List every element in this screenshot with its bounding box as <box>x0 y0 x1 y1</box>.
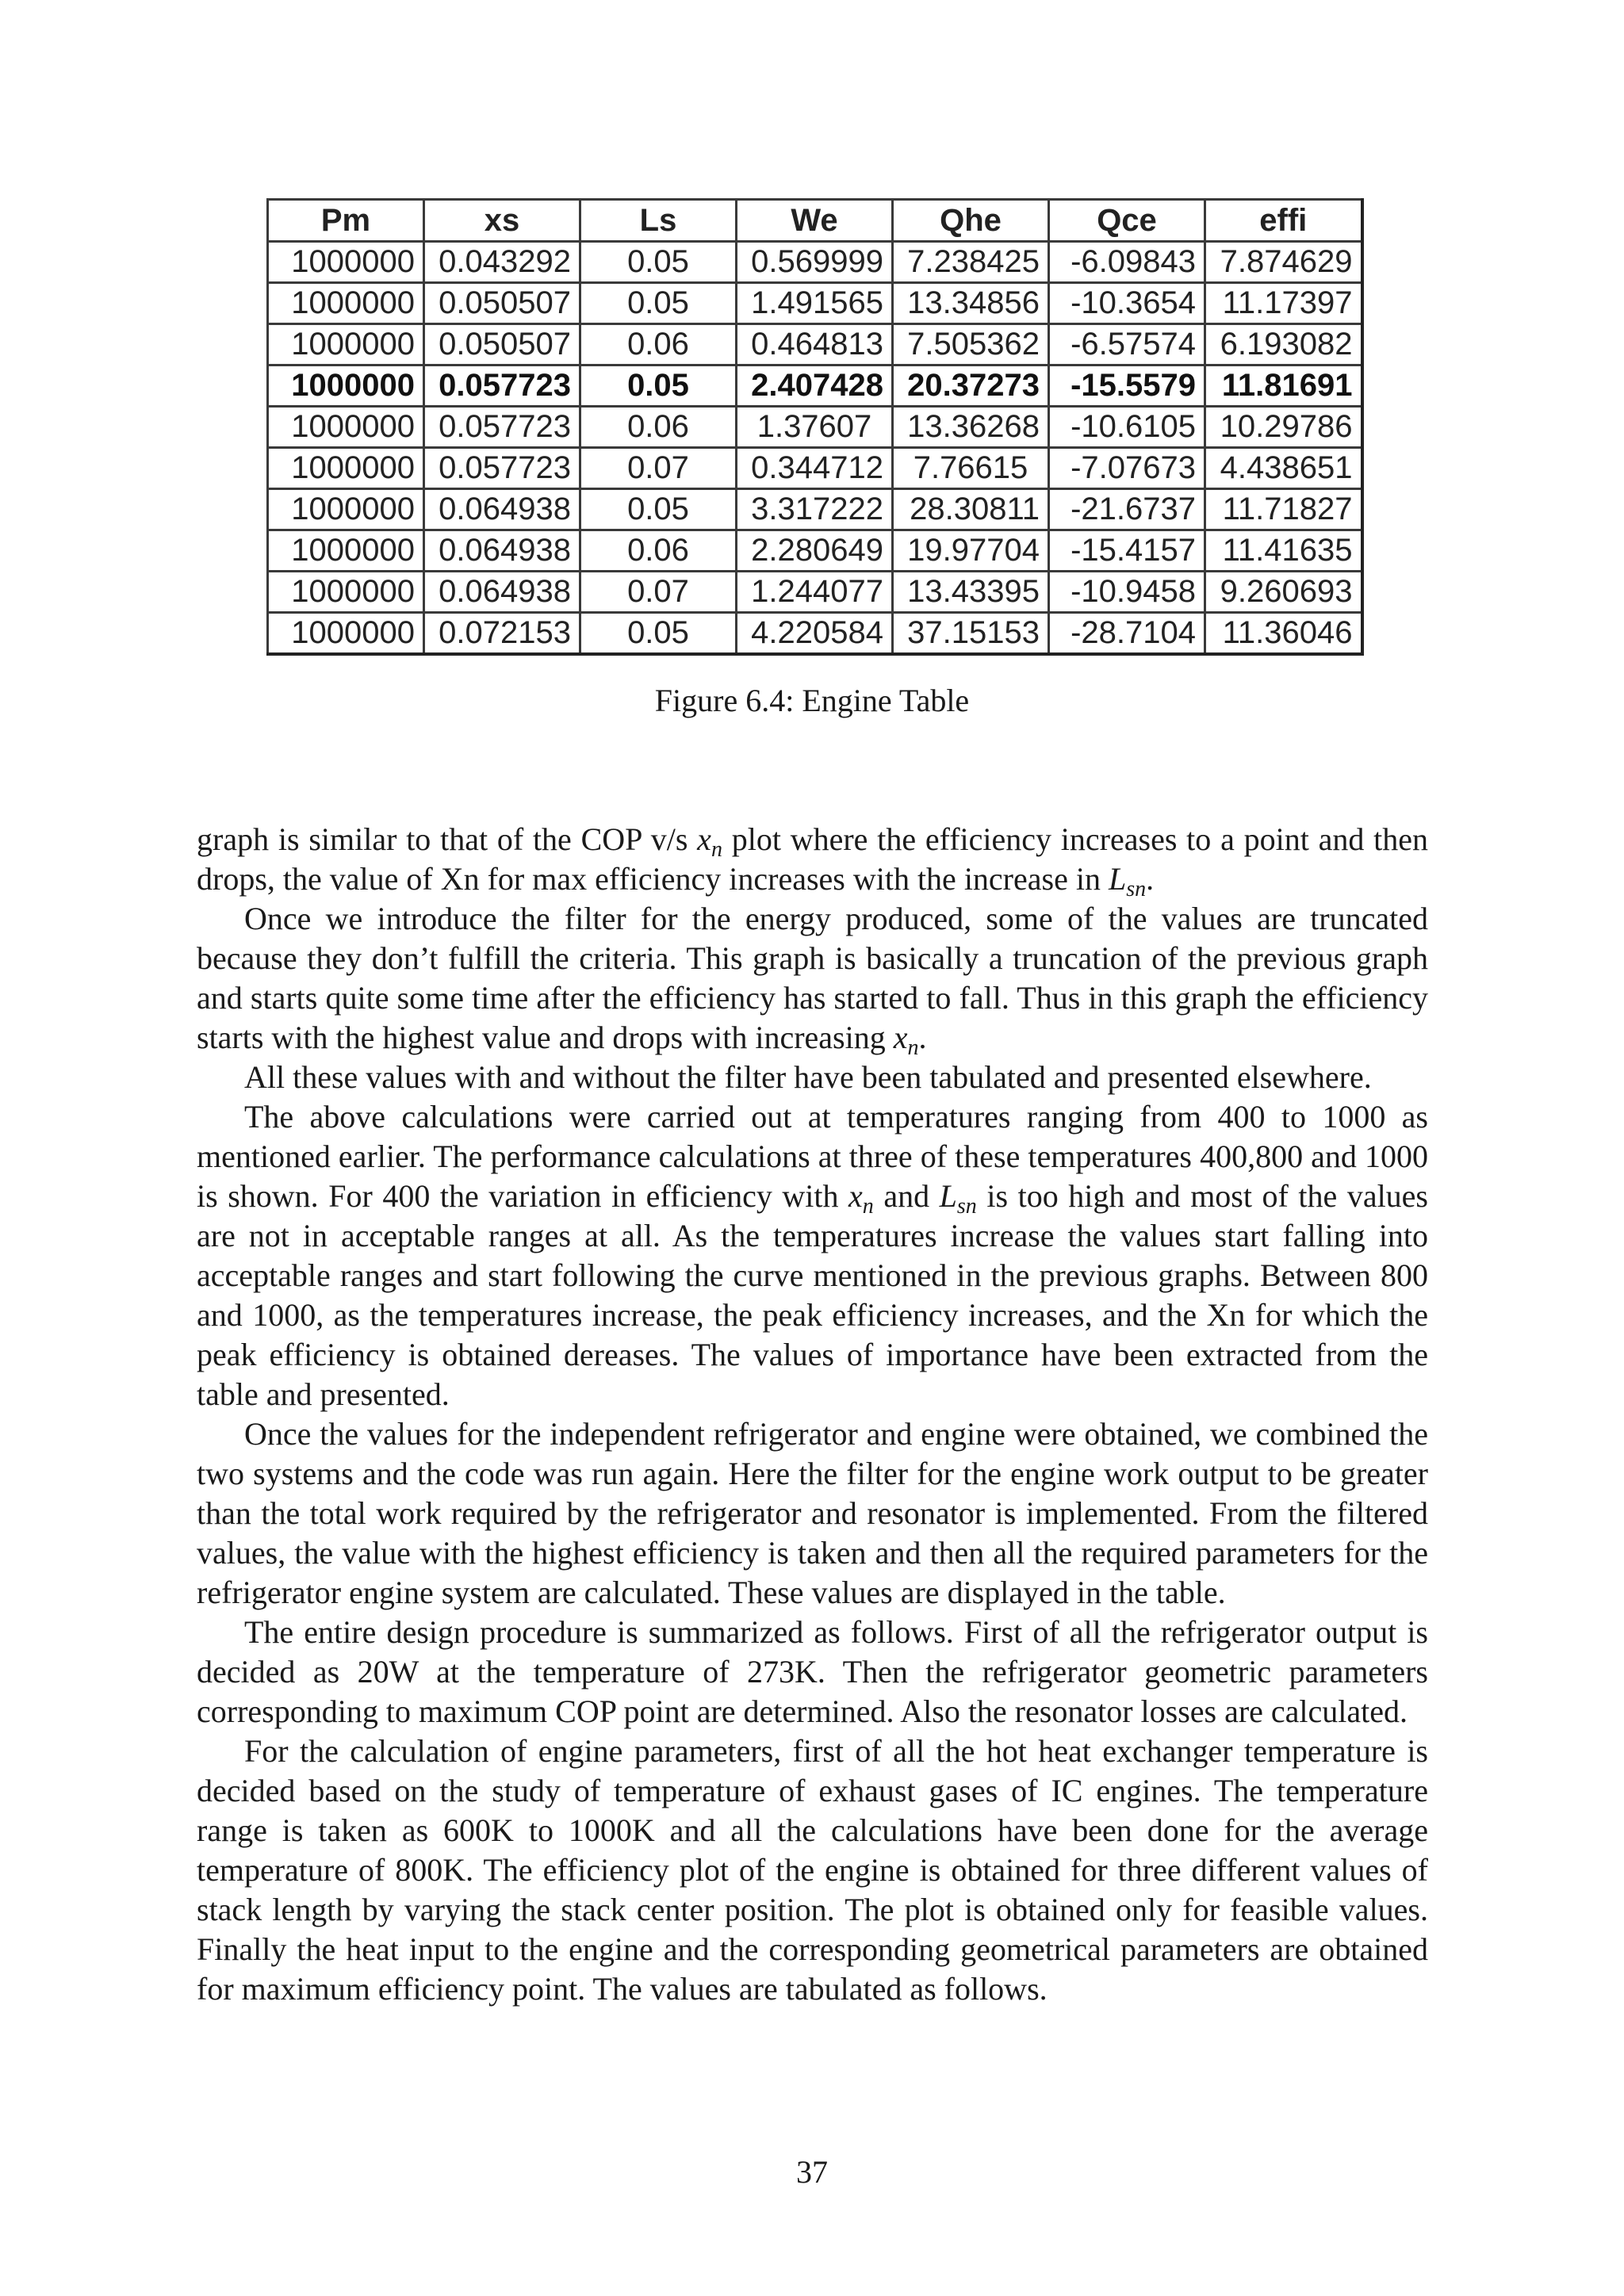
table-cell: 11.71827 <box>1205 489 1362 530</box>
column-header-effi: effi <box>1205 200 1362 242</box>
table-cell: 0.064938 <box>424 489 580 530</box>
table-cell: 13.34856 <box>893 283 1049 324</box>
text-run: plot where the efficiency increases to a point and then drops, the value of Xn for max efficiency increases with the increase in <box>197 821 1429 897</box>
table-cell: 0.07 <box>580 572 737 613</box>
paragraph <box>197 899 1428 1058</box>
table-cell: 7.238425 <box>893 242 1049 283</box>
table-cell: 0.057723 <box>424 448 580 489</box>
table-cell: -10.3654 <box>1049 283 1205 324</box>
table-cell: 1000000 <box>268 324 424 365</box>
table-cell: 2.407428 <box>737 365 893 407</box>
table-cell: 13.36268 <box>893 407 1049 448</box>
text-run: and <box>873 1178 940 1214</box>
table-cell: 1000000 <box>268 489 424 530</box>
table-cell: 9.260693 <box>1205 572 1362 613</box>
table-cell: 0.05 <box>580 283 737 324</box>
text-run: Once we introduce the filter for the energy produced, some of the values are truncated because they don’t fulfill the criteria. This graph is basically a truncation of the previous graph and starts quite some time after the efficiency has started to fall. Thus in this graph the efficiency starts with the highest value and drops with increasing <box>197 901 1428 1055</box>
table-cell: 0.064938 <box>424 572 580 613</box>
table-cell: 3.317222 <box>737 489 893 530</box>
table-row <box>268 613 1362 655</box>
table-cell: 0.057723 <box>424 407 580 448</box>
table-cell: 0.06 <box>580 407 737 448</box>
table-cell: 0.05 <box>580 242 737 283</box>
math-lsn <box>939 1178 977 1219</box>
math-symbol: x <box>893 1020 908 1055</box>
figure-caption: Figure 6.4: Engine Table <box>654 683 970 718</box>
table-cell: -6.09843 <box>1049 242 1205 283</box>
math-xn <box>893 1020 919 1060</box>
math-xn <box>848 1178 874 1219</box>
table-cell: 0.344712 <box>737 448 893 489</box>
table-cell: 7.76615 <box>893 448 1049 489</box>
text-run: graph is similar to that of the COP v/s <box>197 821 698 857</box>
table-cell: -28.7104 <box>1049 613 1205 655</box>
table-row <box>268 242 1362 283</box>
paragraph <box>197 820 1428 899</box>
column-header-pm: Pm <box>268 200 424 242</box>
table-cell: 4.438651 <box>1205 448 1362 489</box>
table-cell: 1000000 <box>268 242 424 283</box>
math-xn <box>697 821 722 862</box>
paragraph: The entire design procedure is summarized as follows. First of all the refrigerator output is decided as 20W at the temperature of 273K. Then the refrigerator geometric parameters corresponding to maximum COP point are determined. Also the resonator losses are calculated. <box>197 1614 1428 1729</box>
column-header-xs: xs <box>424 200 580 242</box>
table-cell: 11.81691 <box>1205 365 1362 407</box>
table-cell: -7.07673 <box>1049 448 1205 489</box>
table-row <box>268 448 1362 489</box>
table-cell: 0.072153 <box>424 613 580 655</box>
table-row <box>268 530 1362 572</box>
table-cell: -10.6105 <box>1049 407 1205 448</box>
table-cell: 0.06 <box>580 530 737 572</box>
table-cell: 0.05 <box>580 365 737 407</box>
table-cell: 1000000 <box>268 283 424 324</box>
table-cell: 1.37607 <box>737 407 893 448</box>
text-run: . <box>1146 861 1155 897</box>
math-lsn <box>1108 861 1147 901</box>
engine-table <box>266 198 1364 656</box>
table-cell: 0.050507 <box>424 283 580 324</box>
table-cell: 10.29786 <box>1205 407 1362 448</box>
table-row-highlighted <box>268 365 1362 407</box>
table-cell: 0.07 <box>580 448 737 489</box>
table-cell: 0.06 <box>580 324 737 365</box>
table-cell: 1.244077 <box>737 572 893 613</box>
table-row <box>268 407 1362 448</box>
paragraph: Once the values for the independent refrigerator and engine were obtained, we combined the two systems and the code was run again. Here the filter for the engine work output to be greater than the total work required by the refrigerator and resonator is implemented. From the filtered values, the value with the highest efficiency is taken and then all the required parameters for the refrigerator engine system are calculated. These values are displayed in the table. <box>197 1416 1428 1610</box>
table-cell: 37.15153 <box>893 613 1049 655</box>
paragraph <box>197 1097 1428 1414</box>
table-cell: 1000000 <box>268 407 424 448</box>
table-cell: -6.57574 <box>1049 324 1205 365</box>
table-cell: 13.43395 <box>893 572 1049 613</box>
page-number: 37 <box>796 2154 828 2190</box>
text-run: . <box>918 1020 927 1055</box>
table-cell: 6.193082 <box>1205 324 1362 365</box>
table-cell: 7.874629 <box>1205 242 1362 283</box>
table-cell: -21.6737 <box>1049 489 1205 530</box>
table-cell: 0.064938 <box>424 530 580 572</box>
table-cell: 20.37273 <box>893 365 1049 407</box>
math-symbol: x <box>697 821 711 857</box>
table-cell: 1000000 <box>268 365 424 407</box>
table-cell: 11.36046 <box>1205 613 1362 655</box>
table-cell: 2.280649 <box>737 530 893 572</box>
column-header-qce: Qce <box>1049 200 1205 242</box>
table-row <box>268 489 1362 530</box>
table-cell: 11.17397 <box>1205 283 1362 324</box>
math-symbol: x <box>848 1178 863 1214</box>
math-symbol: L <box>939 1178 957 1214</box>
table-cell: 11.41635 <box>1205 530 1362 572</box>
table-cell: -15.4157 <box>1049 530 1205 572</box>
table-cell: 1000000 <box>268 530 424 572</box>
table-header-row <box>268 200 1362 242</box>
paragraph: All these values with and without the filter have been tabulated and presented elsewhere. <box>244 1059 1372 1095</box>
math-subscript: n <box>907 1035 919 1060</box>
math-subscript: sn <box>956 1194 977 1219</box>
table-cell: 1000000 <box>268 448 424 489</box>
table-cell: 19.97704 <box>893 530 1049 572</box>
math-subscript: sn <box>1126 877 1147 901</box>
table-cell: -15.5579 <box>1049 365 1205 407</box>
math-subscript: n <box>862 1194 874 1219</box>
table-row <box>268 283 1362 324</box>
column-header-ls: Ls <box>580 200 737 242</box>
table-cell: 4.220584 <box>737 613 893 655</box>
table-row <box>268 572 1362 613</box>
table-cell: 0.057723 <box>424 365 580 407</box>
text-run: is too high and most of the values are not in acceptable ranges at all. As the temperatures increase the values start falling into acceptable ranges and start following the curve mentioned in the previous graphs. Between 800 and 1000, as the temperatures increase, the peak efficiency increases, and the Xn for which the peak efficiency is obtained dereases. The values of importance have been extracted from the table and presented. <box>197 1178 1429 1412</box>
text-run: The above calculations were carried out at temperatures ranging from 400 to 1000 as mentioned earlier. The performance calculations at three of these temperatures 400,800 and 1000 is shown. For 400 the variation in efficiency with <box>197 1099 1428 1214</box>
table-cell: 7.505362 <box>893 324 1049 365</box>
table-cell: 0.05 <box>580 489 737 530</box>
column-header-qhe: Qhe <box>893 200 1049 242</box>
table-cell: 0.569999 <box>737 242 893 283</box>
math-subscript: n <box>710 837 722 862</box>
paragraph: For the calculation of engine parameters, first of all the hot heat exchanger temperature is decided based on the study of temperature of exhaust gases of IC engines. The temperature range is taken as 600K to 1000K and all the calculations have been done for the average temperature of 800K. The efficiency plot of the engine is obtained for three different values of stack length by varying the stack center position. The plot is obtained only for feasible values. Finally the heat input to the engine and the corresponding geometrical parameters are obtained for maximum efficiency point. The values are tabulated as follows. <box>197 1733 1428 2007</box>
column-header-we: We <box>737 200 893 242</box>
table-row <box>268 324 1362 365</box>
math-symbol: L <box>1108 861 1127 897</box>
engine-table-figure <box>266 198 1361 656</box>
table-cell: 28.30811 <box>893 489 1049 530</box>
table-cell: 0.043292 <box>424 242 580 283</box>
table-cell: 0.050507 <box>424 324 580 365</box>
body-text <box>197 820 1428 2009</box>
table-cell: 1.491565 <box>737 283 893 324</box>
table-cell: -10.9458 <box>1049 572 1205 613</box>
table-cell: 0.05 <box>580 613 737 655</box>
table-cell: 1000000 <box>268 572 424 613</box>
table-cell: 1000000 <box>268 613 424 655</box>
table-cell: 0.464813 <box>737 324 893 365</box>
